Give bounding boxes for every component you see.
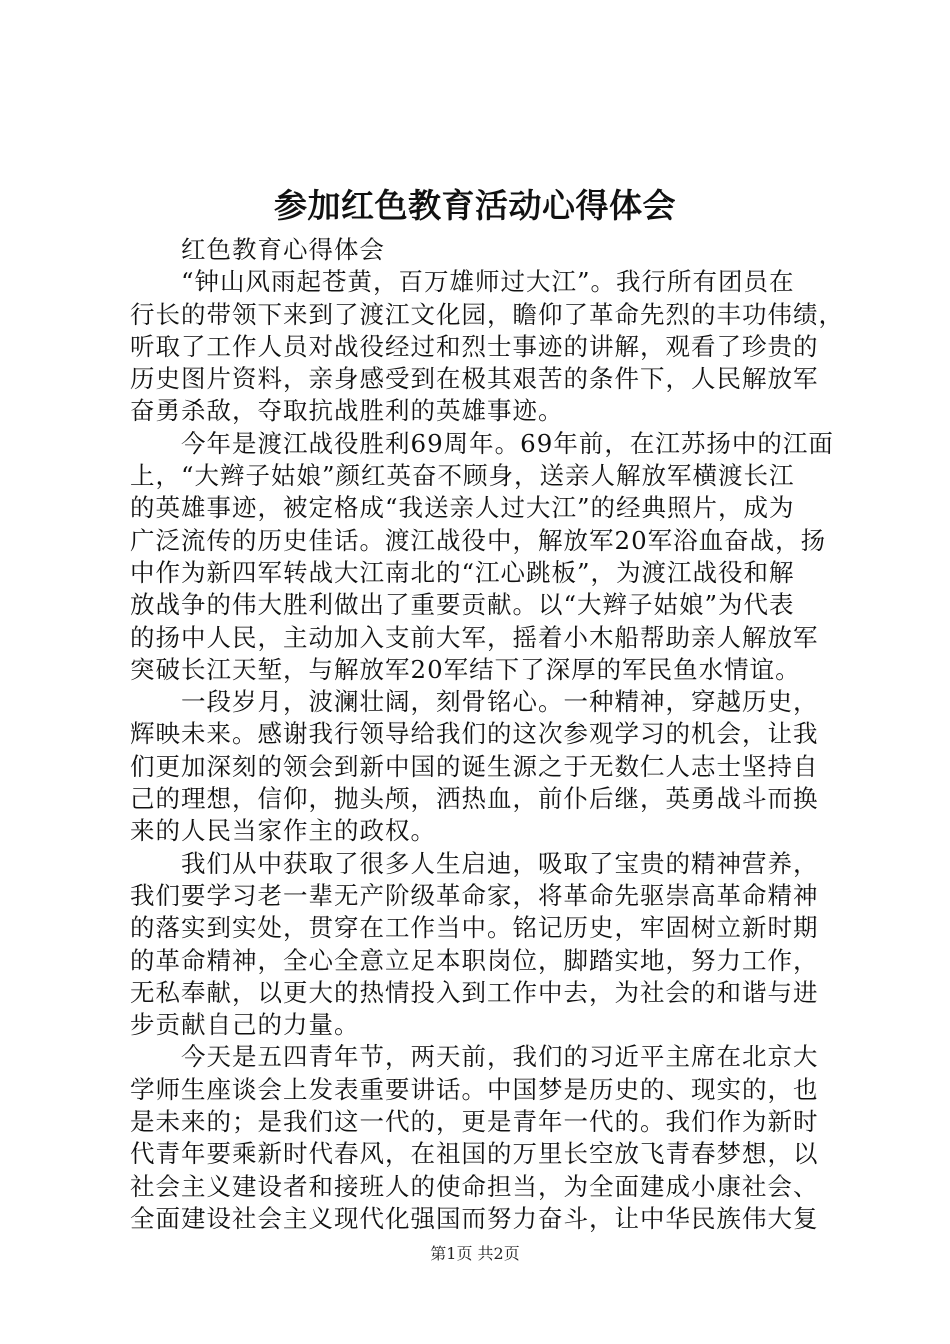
paragraph-line: 的英雄事迹，被定格成“我送亲人过大江”的经典照片，成为 bbox=[130, 493, 795, 523]
paragraph-line: 的落实到实处，贯穿在工作当中。铭记历史，牢固树立新时期 bbox=[130, 913, 819, 943]
paragraph-line: 一段岁月，波澜壮阔，刻骨铭心。一种精神，穿越历史， bbox=[181, 687, 819, 717]
paragraph-line: 无私奉献，以更大的热情投入到工作中去，为社会的和谐与进 bbox=[130, 977, 819, 1007]
paragraph-line: 中作为新四军转战大江南北的“江心跳板”，为渡江战役和解 bbox=[130, 557, 795, 587]
paragraph-line: 辉映未来。感谢我行领导给我们的这次参观学习的机会，让我 bbox=[130, 719, 819, 749]
paragraph-line: 们更加深刻的领会到新中国的诞生源之于无数仁人志士坚持自 bbox=[130, 751, 819, 781]
paragraph-line: 全面建设社会主义现代化强国而努力奋斗，让中华民族伟大复 bbox=[130, 1203, 819, 1233]
paragraph-line: 的扬中人民，主动加入支前大军，摇着小木船帮助亲人解放军 bbox=[130, 622, 819, 652]
paragraph-line: 我们从中获取了很多人生启迪，吸取了宝贵的精神营养， bbox=[181, 848, 819, 878]
paragraph-line: 今天是五四青年节，两天前，我们的习近平主席在北京大 bbox=[181, 1042, 819, 1072]
paragraph-line: 上，“大辫子姑娘”颜红英奋不顾身，送亲人解放军横渡长江 bbox=[130, 461, 795, 491]
paragraph-line: 广泛流传的历史佳话。渡江战役中，解放军20军浴血奋战，扬 bbox=[130, 525, 827, 555]
document-title: 参加红色教育活动心得体会 bbox=[274, 186, 676, 225]
paragraph-line: 是未来的；是我们这一代的，更是青年一代的。我们作为新时 bbox=[130, 1107, 819, 1137]
paragraph-line: 放战争的伟大胜利做出了重要贡献。以“大辫子姑娘”为代表 bbox=[130, 590, 795, 620]
paragraph-line: “钟山风雨起苍黄，百万雄师过大江”。我行所有团员在 bbox=[181, 267, 795, 297]
subtitle-line: 红色教育心得体会 bbox=[181, 235, 385, 264]
document-body bbox=[130, 234, 844, 1235]
paragraph-line: 学师生座谈会上发表重要讲话。中国梦是历史的、现实的，也 bbox=[130, 1074, 819, 1104]
paragraph-line: 代青年要乘新时代春风，在祖国的万里长空放飞青春梦想，以 bbox=[130, 1139, 819, 1169]
paragraph-line: 我们要学习老一辈无产阶级革命家，将革命先驱崇高革命精神 bbox=[130, 880, 819, 910]
paragraph-line: 听取了工作人员对战役经过和烈士事迹的讲解，观看了珍贵的 bbox=[130, 331, 819, 361]
paragraph-line: 今年是渡江战役胜利69周年。69年前，在江苏扬中的江面 bbox=[181, 428, 834, 458]
paragraph-line: 步贡献自己的力量。 bbox=[130, 1010, 360, 1040]
paragraph-line: 的革命精神，全心全意立足本职岗位，脚踏实地，努力工作， bbox=[130, 945, 819, 975]
paragraph-line: 历史图片资料，亲身感受到在极其艰苦的条件下，人民解放军 bbox=[130, 364, 819, 394]
paragraph-line: 社会主义建设者和接班人的使命担当，为全面建成小康社会、 bbox=[130, 1171, 819, 1201]
paragraph-line: 奋勇杀敌，夺取抗战胜利的英雄事迹。 bbox=[130, 396, 564, 426]
paragraph-line: 来的人民当家作主的政权。 bbox=[130, 816, 436, 846]
paragraph-line: 行长的带领下来到了渡江文化园，瞻仰了革命先烈的丰功伟绩， bbox=[130, 299, 844, 329]
paragraph-line: 己的理想，信仰，抛头颅，洒热血，前仆后继，英勇战斗而换 bbox=[130, 784, 819, 814]
page-footer: 第1页 共2页 bbox=[430, 1244, 520, 1263]
paragraph-line: 突破长江天堑，与解放军20军结下了深厚的军民鱼水情谊。 bbox=[130, 654, 801, 684]
